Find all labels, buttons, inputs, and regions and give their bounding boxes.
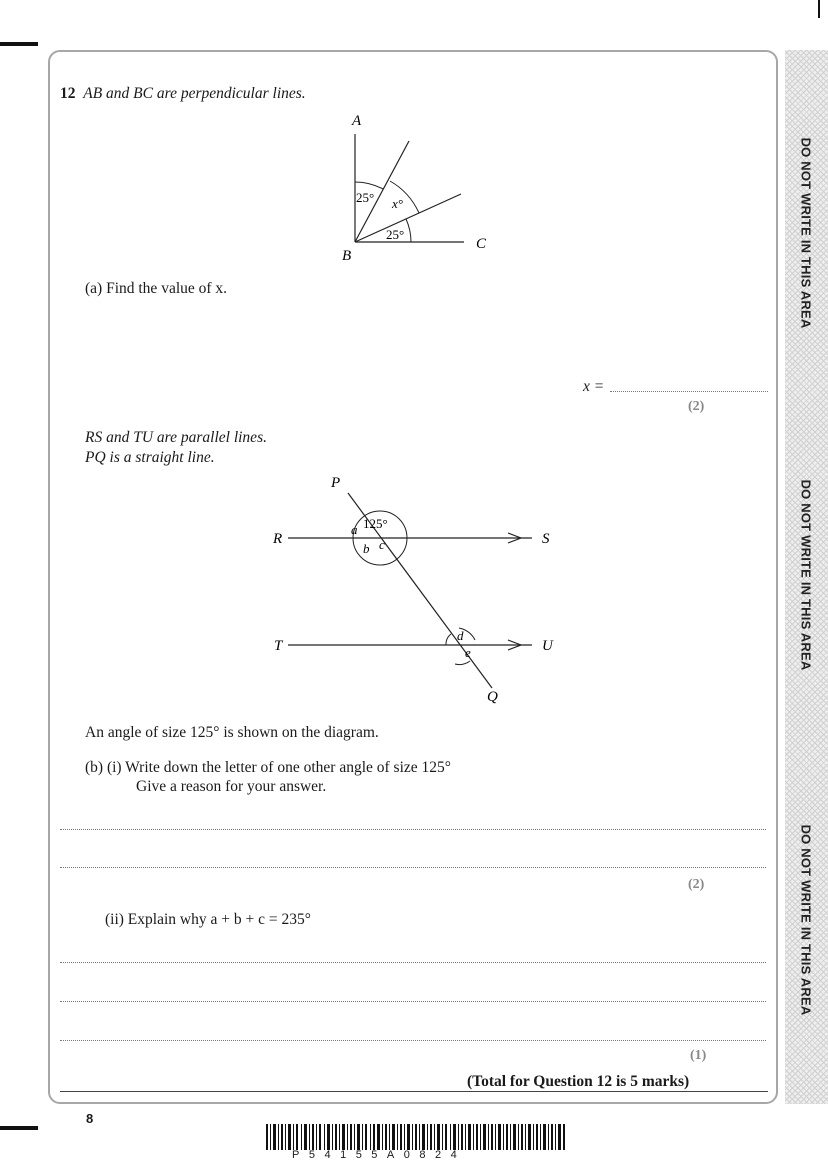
answer-line-b-ii-3[interactable] bbox=[60, 1040, 766, 1041]
answer-line-b-ii-1[interactable] bbox=[60, 962, 766, 963]
label-C: C bbox=[476, 236, 487, 252]
statement: An angle of size 125° is shown on the diagram. bbox=[85, 724, 379, 741]
context-line-1: RS and TU are parallel lines. bbox=[85, 429, 267, 446]
answer-line-b-i-2[interactable] bbox=[60, 867, 766, 868]
angle-e: e bbox=[465, 645, 471, 660]
angle-a: a bbox=[351, 522, 358, 537]
angle-25-top: 25° bbox=[356, 190, 375, 205]
question-header bbox=[60, 85, 306, 103]
context-line-2: PQ is a straight line. bbox=[85, 449, 215, 466]
barcode bbox=[266, 1124, 566, 1150]
angle-c: c bbox=[379, 537, 385, 552]
answer-x-label: x = bbox=[583, 378, 605, 395]
angle-d: d bbox=[457, 628, 464, 643]
answer-line-b-i-1[interactable] bbox=[60, 829, 766, 830]
crop-mark-top-right bbox=[818, 0, 820, 18]
barcode-number: P54155A0824 bbox=[292, 1149, 467, 1161]
crop-mark-bottom-left bbox=[0, 1126, 38, 1130]
label-U: U bbox=[542, 638, 553, 654]
label-S: S bbox=[542, 531, 550, 547]
side-warning-3: DO NOT WRITE IN THIS AREA bbox=[798, 824, 814, 1016]
label-A: A bbox=[352, 113, 362, 129]
page-number: 8 bbox=[86, 1111, 94, 1126]
label-T: T bbox=[274, 638, 283, 654]
bottom-rule bbox=[60, 1091, 768, 1092]
answer-line-b-ii-2[interactable] bbox=[60, 1001, 766, 1002]
angle-b: b bbox=[363, 541, 370, 556]
angle-x: x° bbox=[392, 196, 403, 211]
label-B: B bbox=[342, 248, 352, 264]
part-b-ii-marks: (1) bbox=[690, 1048, 707, 1063]
label-R: R bbox=[273, 531, 283, 547]
total-marks: (Total for Question 12 is 5 marks) bbox=[467, 1073, 690, 1090]
side-warning-2: DO NOT WRITE IN THIS AREA bbox=[798, 479, 814, 671]
angle-125: 125° bbox=[363, 516, 388, 531]
part-b-i-prompt-2: Give a reason for your answer. bbox=[136, 778, 327, 795]
part-a-marks: (2) bbox=[688, 399, 705, 414]
question-intro: AB and BC are perpendicular lines. bbox=[83, 85, 306, 102]
part-b-i-prompt-1: (b) (i) Write down the letter of one other angle of size 125° bbox=[85, 759, 451, 776]
angle-25-bottom: 25° bbox=[386, 227, 405, 242]
label-Q: Q bbox=[487, 689, 498, 705]
crop-mark-top-left bbox=[0, 42, 38, 46]
side-warning-1: DO NOT WRITE IN THIS AREA bbox=[798, 137, 814, 329]
angle-diagram-1 bbox=[330, 108, 500, 268]
label-P: P bbox=[331, 475, 341, 491]
part-b-ii-prompt: (ii) Explain why a + b + c = 235° bbox=[105, 911, 311, 928]
part-a-prompt: (a) Find the value of x. bbox=[85, 280, 228, 297]
question-number: 12 bbox=[60, 85, 76, 102]
part-b-i-marks: (2) bbox=[688, 877, 705, 892]
answer-x-line[interactable] bbox=[610, 391, 768, 392]
parallel-lines-diagram bbox=[265, 470, 575, 710]
